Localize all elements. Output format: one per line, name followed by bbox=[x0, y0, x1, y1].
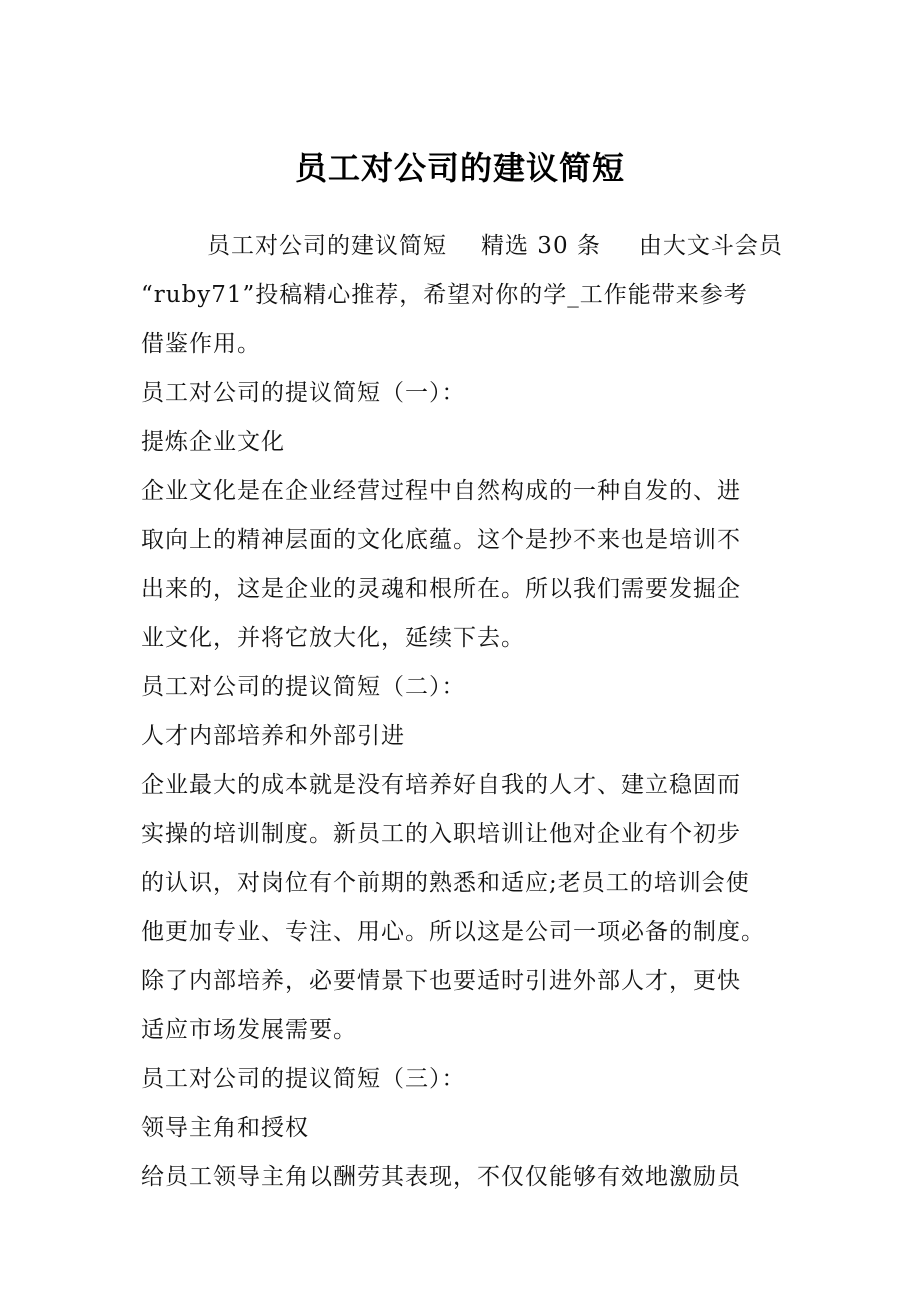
section-heading: 员工对公司的提议简短（二）： bbox=[141, 674, 466, 700]
paragraph-line: 企业最大的成本就是没有培养好自我的人才、建立稳固而 bbox=[141, 772, 741, 798]
paragraph-line: 取向上的精神层面的文化底蕴。这个是抄不来也是培训不 bbox=[141, 527, 741, 553]
intro-line-2: “ruby71”投稿精心推荐，希望对你的学_工作能带来参考 bbox=[141, 282, 748, 308]
paragraph-line: 他更加专业、专注、用心。所以这是公司一项必备的制度。 bbox=[141, 919, 765, 945]
paragraph-line: 给员工领导主角以酬劳其表现，不仅仅能够有效地激励员 bbox=[141, 1164, 741, 1190]
paragraph-line: 业文化，并将它放大化，延续下去。 bbox=[141, 625, 525, 651]
intro-author-note: 由大文斗会员 bbox=[638, 233, 783, 259]
section-heading: 员工对公司的提议简短（一）： bbox=[141, 380, 466, 406]
section-subheading: 人才内部培养和外部引进 bbox=[141, 723, 405, 749]
paragraph-line: 适应市场发展需要。 bbox=[141, 1017, 357, 1043]
paragraph-line: 企业文化是在企业经营过程中自然构成的一种自发的、进 bbox=[141, 478, 741, 504]
document-title: 员工对公司的建议简短 bbox=[294, 149, 625, 187]
section-heading: 员工对公司的提议简短（三）： bbox=[141, 1066, 466, 1092]
paragraph-line: 除了内部培养，必要情景下也要适时引进外部人才，更快 bbox=[141, 968, 741, 994]
paragraph-line: 实操的培训制度。新员工的入职培训让他对企业有个初步 bbox=[141, 821, 741, 847]
intro-line-3: 借鉴作用。 bbox=[141, 331, 261, 357]
section-subheading: 领导主角和授权 bbox=[141, 1115, 309, 1141]
intro-selection-note: 精选 30 条 bbox=[481, 233, 601, 259]
paragraph-line: 出来的，这是企业的灵魂和根所在。所以我们需要发掘企 bbox=[141, 576, 741, 602]
document-body bbox=[141, 222, 781, 1202]
intro-title-ref: 员工对公司的建议简短 bbox=[207, 233, 447, 259]
intro-line-1 bbox=[141, 222, 781, 271]
paragraph-line: 的认识，对岗位有个前期的熟悉和适应;老员工的培训会使 bbox=[141, 870, 750, 896]
section-subheading: 提炼企业文化 bbox=[141, 429, 285, 455]
